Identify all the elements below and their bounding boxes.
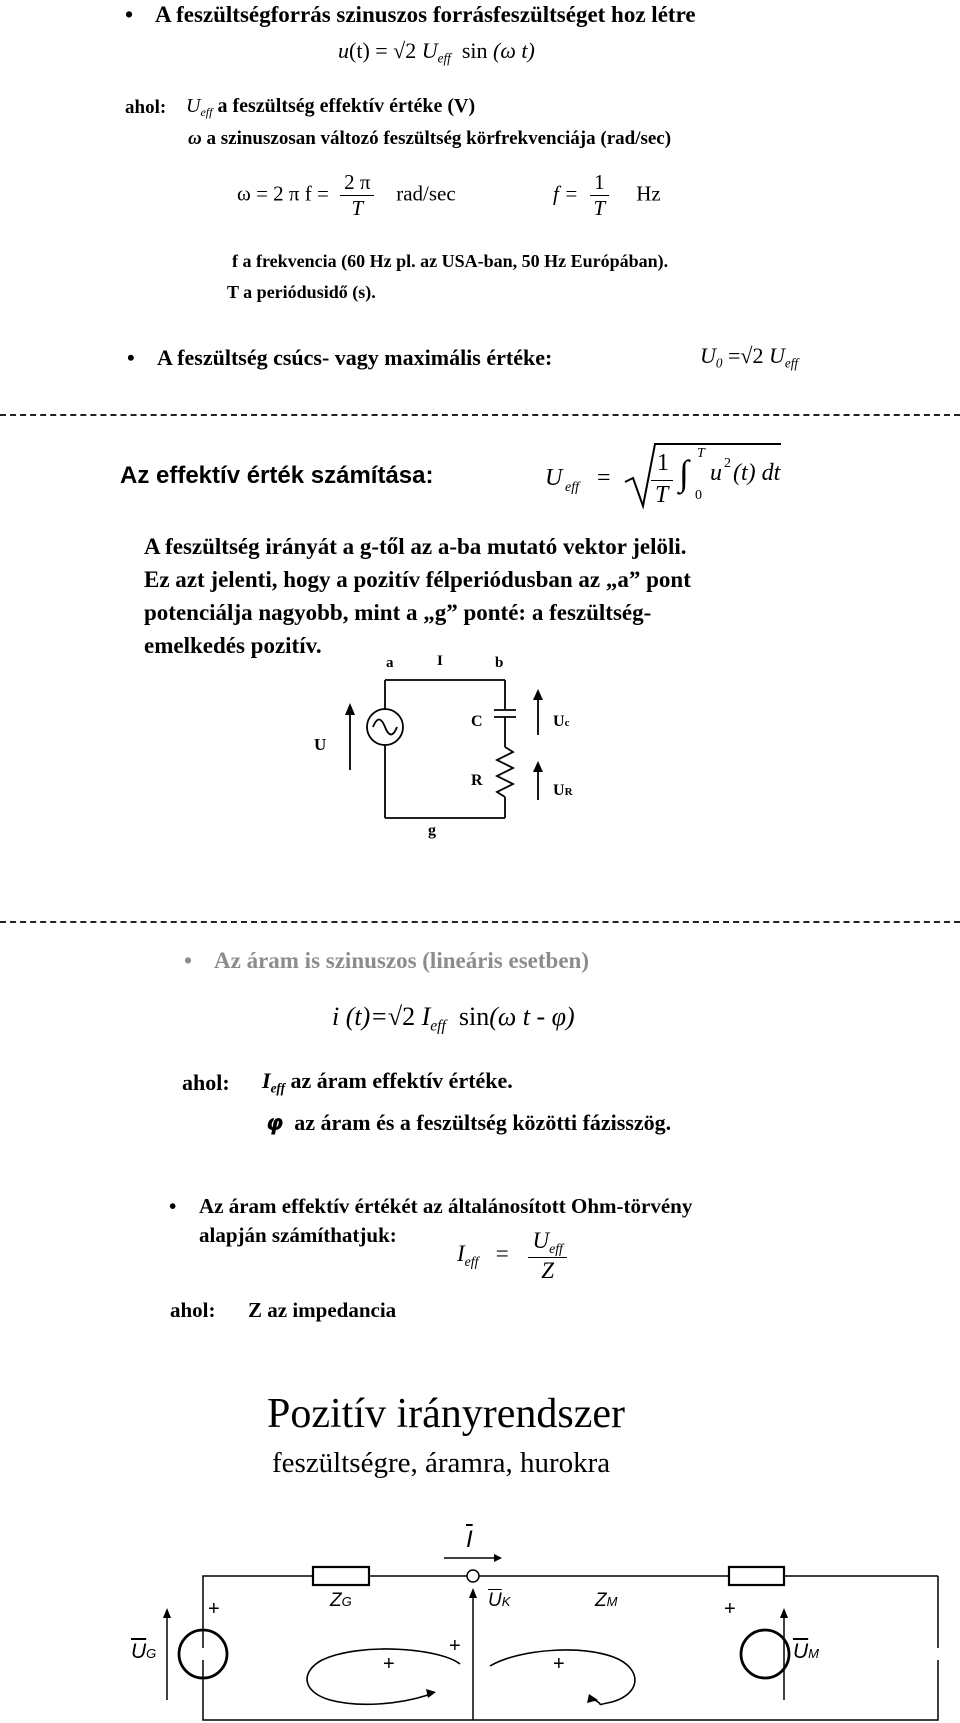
para-line-2: Ez azt jelenti, hogy a pozitív félperiódusban az „a” pont [144, 567, 691, 592]
fe-eq: = [597, 465, 611, 491]
plus-uk: + [449, 1635, 461, 1657]
zg-label [330, 1590, 352, 1612]
ug-sub: G [146, 1646, 157, 1661]
ohm-eff: eff [464, 1254, 479, 1270]
circuit-C: C [471, 713, 483, 730]
uk-sub: K [501, 1594, 511, 1609]
bullet-peak-value: • A feszültség csúcs- vagy maximális értéke: [157, 345, 552, 371]
frequency-line: f a frekvencia (60 Hz pl. az USA-ban, 50 Hz Európában). [232, 251, 669, 271]
ur-U: U [553, 782, 565, 799]
f3-den: T [593, 196, 606, 220]
fe-lb: 0 [695, 488, 702, 503]
plus-um: + [724, 1598, 736, 1620]
plus-right-loop: + [553, 1653, 565, 1675]
para-line-3: potenciálja nagyobb, mint a „g” ponté: a feszültség- [144, 600, 652, 625]
um-label [793, 1640, 819, 1664]
circuit-g: g [428, 822, 436, 839]
f1-U: U [421, 38, 438, 63]
ur-sub: R [564, 786, 573, 798]
f2-den: T [351, 196, 364, 220]
bullet-voltage-source: • A feszültségforrás szinuszos forrásfeszültséget hoz létre [155, 2, 696, 28]
f4-root: √2 [740, 343, 764, 368]
ohm-eq: = [495, 1241, 509, 1267]
para-line-4: emelkedés pozitív. [144, 633, 322, 658]
fi-lhs: i (t)= [332, 1002, 388, 1031]
fi-root: √2 [387, 1002, 416, 1031]
circuit-R: R [471, 772, 483, 789]
f1-sin: sin [461, 38, 488, 63]
omega-desc: a szinuszosan változó feszültség körfrekvenciája (rad/sec) [206, 128, 672, 149]
fi-eff: eff [430, 1017, 446, 1035]
positive-system-subtitle: feszültségre, áramra, hurokra [272, 1447, 611, 1479]
fe-eff: eff [565, 480, 579, 495]
f4-U2: U [768, 343, 785, 368]
ueff-desc: a feszültség effektív értéke (V) [217, 95, 476, 117]
effective-title: Az effektív érték számítása: [120, 462, 434, 489]
ahol-label-3: ahol: [170, 1298, 216, 1322]
um-U: $\overline{U}$ [793, 1640, 809, 1663]
para-line-1: A feszültség irányát a g-től az a-ba mutató vektor jelöli. [144, 534, 687, 559]
plus-left-loop: + [383, 1653, 395, 1675]
fe-int: ∫ [679, 453, 689, 493]
f1-root: √2 [393, 38, 417, 63]
f4-sub: 0 [715, 355, 723, 371]
ueff-sub: eff [200, 105, 213, 120]
circuit-U: U [314, 735, 327, 754]
circuit-b: b [495, 655, 504, 671]
fi-arg: (ω t - φ) [489, 1002, 575, 1031]
phi-symbol: φ [266, 1111, 284, 1136]
zm-sub: M [606, 1594, 618, 1609]
f1-arg: (ω t) [493, 38, 535, 63]
zm-label [595, 1590, 617, 1612]
f3-unit: Hz [636, 181, 661, 206]
ahol-label-1: ahol: [125, 97, 167, 118]
f1-paren: (t) = [349, 38, 388, 63]
f4-eff: eff [784, 355, 799, 371]
fe-rest: (t) dt [733, 460, 781, 486]
f1-lhs: u [338, 38, 349, 63]
fe-den: T [655, 482, 669, 508]
omega-symbol: ω [188, 128, 202, 149]
impedance-desc: Z az impedancia [248, 1298, 397, 1322]
circuit-a: a [386, 655, 394, 671]
phi-desc: az áram és a feszültség közötti fázisszög. [294, 1110, 672, 1135]
uk-label [488, 1590, 510, 1612]
ohm-I: I [457, 1241, 465, 1267]
circuit-I: I [437, 653, 443, 669]
ieff-desc: az áram effektív értéke. [290, 1068, 513, 1093]
fe-ub: T [697, 446, 705, 461]
ug-label [131, 1640, 156, 1664]
f1-eff: eff [437, 50, 451, 66]
f4-eq: = [727, 343, 741, 368]
uc-U: U [553, 713, 565, 730]
plus-ug: + [208, 1598, 220, 1620]
f3-num: 1 [590, 170, 610, 196]
ohm-den: Z [541, 1257, 555, 1283]
fe-sq: 2 [724, 456, 731, 471]
f2-num: 2 π [340, 170, 374, 196]
zm-Z: Z [595, 1590, 607, 1611]
current-I-label: $\overline{I}$ [466, 1526, 473, 1553]
bullet-current-sinusoidal: • Az áram is szinuszos (lineáris esetben) [214, 948, 589, 974]
period-line: T a periódusidő (s). [227, 282, 376, 302]
positive-system-title: Pozitív irányrendszer [267, 1391, 626, 1437]
fi-I: I [421, 1002, 431, 1031]
fe-body: u [710, 460, 722, 486]
ohm-num: $U_{eff}$ [528, 1228, 566, 1258]
uk-U: $\overline{U}$ [488, 1590, 502, 1611]
zg-sub: G [341, 1594, 352, 1609]
f2-left: ω = 2 π f = [237, 181, 329, 206]
uc-sub: c [564, 717, 570, 729]
ieff-sub: eff [270, 1080, 285, 1096]
fi-sin: sin [458, 1002, 490, 1031]
f3-left: f = [553, 181, 579, 206]
f4-U: U [700, 343, 716, 368]
ohm-line-1: • Az áram effektív értékét az általánosított Ohm-törvény [199, 1194, 693, 1218]
fe-num: 1 [657, 450, 669, 476]
ahol-label-2: ahol: [182, 1070, 230, 1095]
zg-Z: Z [330, 1590, 342, 1611]
um-sub: M [808, 1646, 820, 1661]
ug-U: $\overline{U}$ [131, 1640, 147, 1663]
ueff-symbol: U [186, 95, 201, 117]
fe-U: U [545, 465, 563, 491]
ieff-I: I [262, 1068, 271, 1093]
f2-unit: rad/sec [396, 181, 456, 206]
ohm-line-2: alapján számíthatjuk: [199, 1223, 397, 1247]
